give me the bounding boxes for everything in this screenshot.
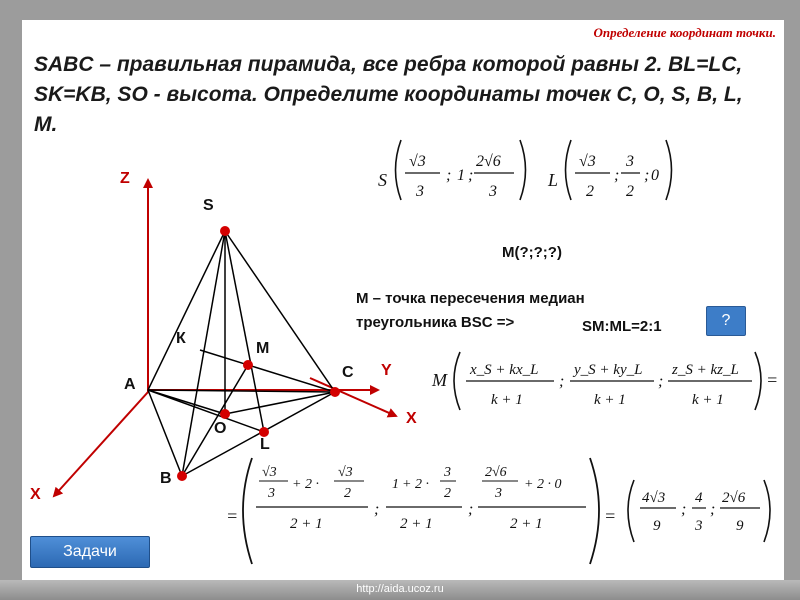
problem-statement: SABC – правильная пирамида, все ребра которой равны 2. BL=LC, SK=KB, SO - высота. Определите координаты точек C, O, S, B, L, M. (34, 53, 743, 136)
x-axis-label-right: X (406, 410, 417, 427)
sub-z-den: 2 + 1 (510, 516, 543, 532)
sub-y-l-den: 2 (444, 486, 451, 501)
svg-text:;: ; (446, 167, 452, 184)
m-query: M(?;?;?) (502, 244, 562, 261)
sub-y-l-num: 3 (444, 465, 451, 480)
label-K: К (176, 330, 186, 347)
footer-url: http://aida.ucoz.ru (356, 583, 444, 595)
answer-S-x-den: 3 (416, 183, 424, 200)
svg-text:;: ; (559, 373, 565, 390)
answer-L-y-den: 2 (626, 183, 634, 200)
sub-z-tail: + 2 · 0 (524, 477, 562, 492)
formula-y-den: k + 1 (594, 392, 626, 408)
result-x-den: 9 (653, 518, 661, 534)
formula-x-den: k + 1 (491, 392, 523, 408)
sub-x-s-den: 3 (268, 486, 275, 501)
y-axis-label: Y (381, 362, 392, 379)
formula-lhs: M (432, 370, 447, 390)
slide-header-title: Определение координат точки. (593, 25, 776, 40)
hint-button[interactable]: ? (706, 306, 746, 336)
sub-x-coef: + 2 · (292, 477, 319, 492)
sub-z-s-num: 2√6 (485, 465, 507, 480)
svg-text:;: ; (468, 167, 474, 184)
formula-z-den: k + 1 (692, 392, 724, 408)
svg-text:;: ; (468, 501, 474, 518)
answer-S-z-num: 2√6 (476, 153, 501, 170)
label-O: O (214, 420, 227, 437)
x-axis-label-bottom: X (30, 486, 41, 503)
note-line1: M – точка пересечения медиан (356, 290, 585, 307)
sub-z-s-den: 3 (495, 486, 502, 501)
label-C: C (342, 364, 354, 381)
answer-L-z: 0 (651, 167, 659, 184)
answer-L-name: L (548, 170, 559, 190)
svg-text:=: = (604, 506, 617, 526)
svg-text:=: = (766, 370, 779, 390)
label-A: A (124, 376, 136, 393)
answer-S-y: 1 (457, 167, 465, 184)
result-z-den: 9 (736, 518, 744, 534)
sub-x-l-num: √3 (338, 465, 353, 480)
svg-text:;: ; (658, 373, 664, 390)
answer-S-x-num: √3 (409, 153, 426, 170)
answer-L-x-den: 2 (586, 183, 594, 200)
sub-y-coef: + 2 · (402, 477, 429, 492)
answer-L-y-num: 3 (626, 153, 634, 170)
answer-L-x-num: √3 (579, 153, 596, 170)
svg-text:;: ; (614, 167, 620, 184)
answer-S-name: S (378, 170, 387, 190)
sub-x-l-den: 2 (344, 486, 351, 501)
svg-text:=: = (226, 506, 239, 526)
label-S: S (203, 197, 214, 214)
svg-text:;: ; (681, 501, 687, 518)
result-y-den: 3 (695, 518, 703, 534)
result-x-num: 4√3 (642, 490, 666, 506)
sub-x-den: 2 + 1 (290, 516, 323, 532)
note-line2: треугольника BSC => (356, 314, 515, 331)
sub-x-s-num: √3 (262, 465, 277, 480)
svg-text:;: ; (374, 501, 380, 518)
note-ratio: SM:ML=2:1 (582, 318, 662, 335)
sub-y-s: 1 (392, 477, 399, 492)
tasks-button[interactable]: Задачи (30, 536, 150, 568)
formula-z-num: z_S + kz_L (672, 362, 739, 378)
svg-text:;: ; (710, 501, 716, 518)
result-y-num: 4 (695, 490, 703, 506)
z-axis-label: Z (120, 170, 130, 187)
label-L: L (260, 436, 270, 453)
svg-text:;: ; (644, 167, 650, 184)
formula-x-num: x_S + kx_L (470, 362, 539, 378)
answer-S-z-den: 3 (489, 183, 497, 200)
label-B: B (160, 470, 172, 487)
label-M: M (256, 340, 270, 357)
sub-y-den: 2 + 1 (400, 516, 433, 532)
result-z-num: 2√6 (722, 490, 746, 506)
formula-y-num: y_S + ky_L (574, 362, 643, 378)
